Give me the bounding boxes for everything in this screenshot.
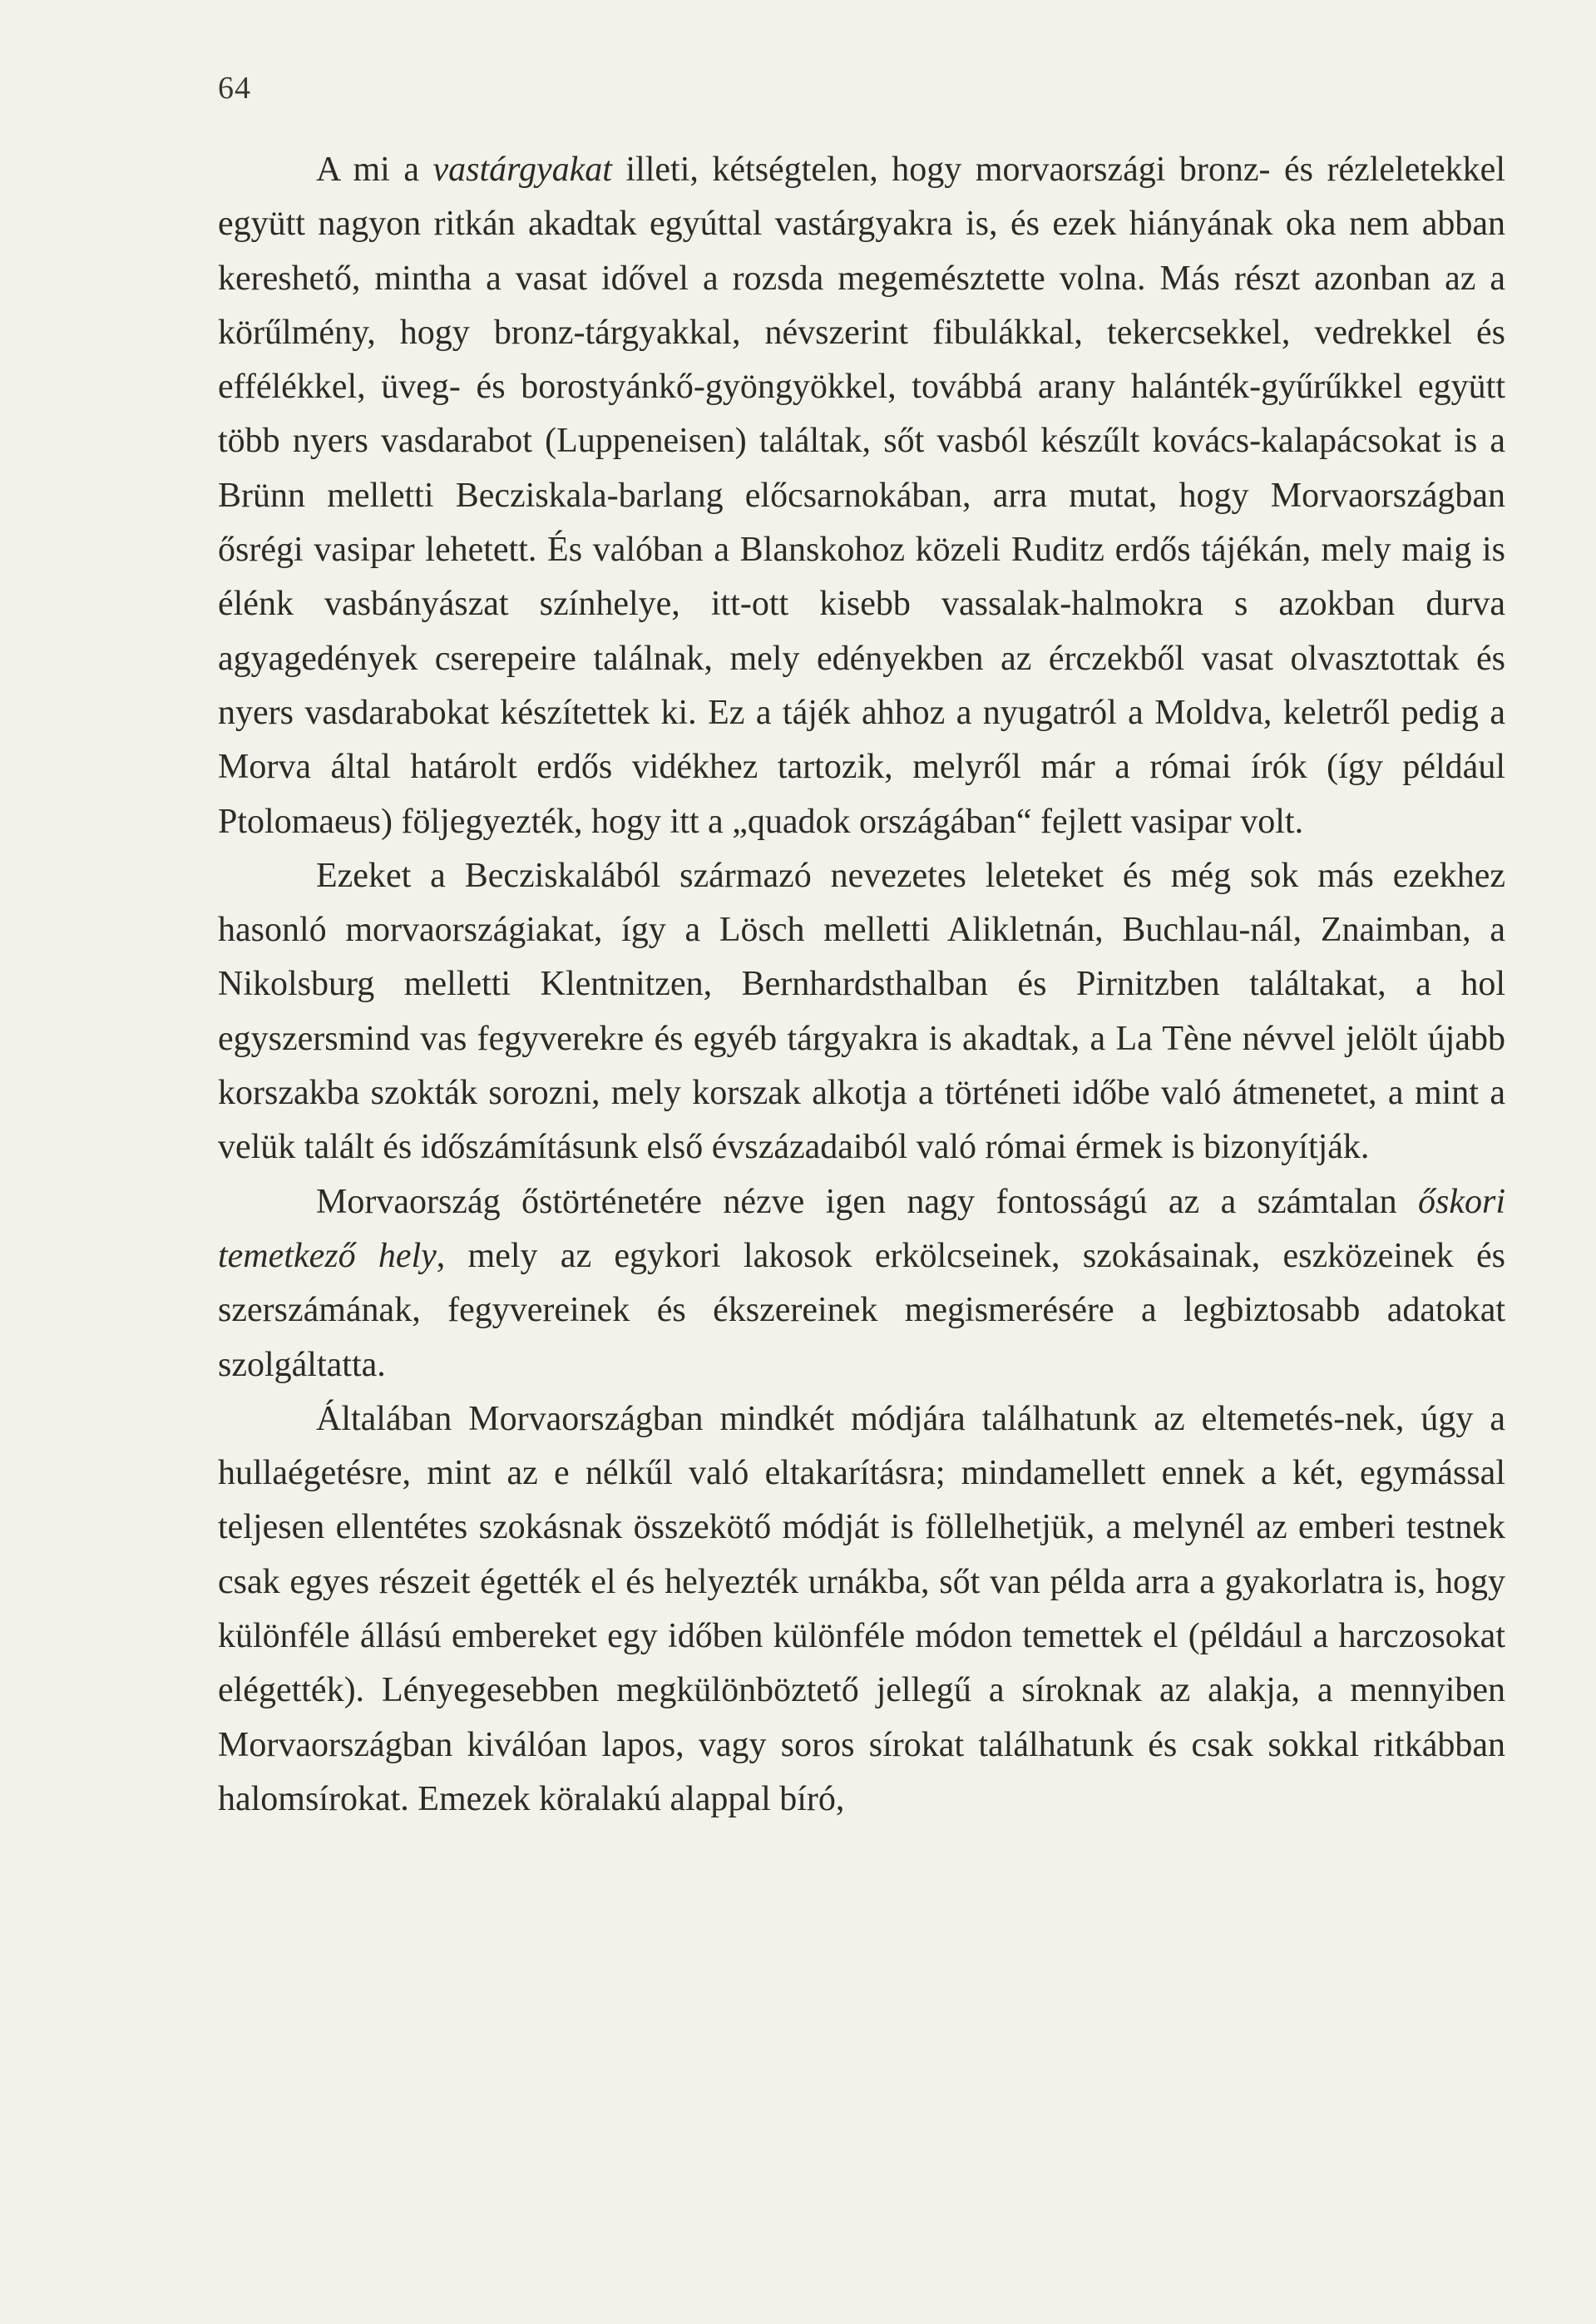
body-text — [218, 143, 1505, 1827]
paragraph-text: , mely az egykori lakosok erkölcseinek, szokásainak, eszközeinek és szerszámának, fegyvereinek és ékszereinek megismerésére a legbiztosabb adatokat szolgáltatta. — [218, 1236, 1505, 1384]
paragraph-text: Ezeket a Becziskalából származó nevezetes leleteket és még sok más ezekhez hasonló morvaországiakat, így a Lösch melletti Alikletnán, Buchlau-nál, Znaimban, a Nikolsburg melletti Klentnitzen, Bernhardsthalban és Pirnitzben találtakat, a hol egyszersmind vas fegyverekre és egyéb tárgyakra is akadtak, a La Tène névvel jelölt újabb korszakba szokták sorozni, mely korszak alkotja a történeti időbe való átmenetet, a mint a velük talált és időszámításunk első évszázadaiból való római érmek is bizonyítják. — [218, 856, 1505, 1167]
paragraph-burial-sites — [218, 1175, 1505, 1392]
page-number: 64 — [218, 71, 251, 106]
paragraph-burial-customs — [218, 1392, 1505, 1827]
paragraph-text: Általában Morvaországban mindkét módjára találhatunk az eltemetés-nek, úgy a hullaégetésre, mint az e nélkűl való eltakarításra; mindamellett ennek a két, egymással teljesen ellentétes szokásnak összekötő módját is föllelhetjük, a melynél az emberi testnek csak egyes részeit égették el és helyezték urnákba, sőt van példa arra a gyakorlatra is, hogy különféle állású embereket egy időben különféle módon temettek el (például a harczosokat elégették). Lényegesebben megkülönböztető jellegű a síroknak az alakja, a mennyiben Morvaországban kiválóan lapos, vagy soros sírokat találhatunk és csak sokkal ritkábban halomsírokat. Emezek köralakú alappal bíró, — [218, 1399, 1505, 1818]
paragraph-text: Morvaország őstörténetére nézve igen nagy fontosságú az a számtalan — [316, 1182, 1418, 1221]
paragraph-text: illeti, kétségtelen, hogy morvaországi bronz- és rézleletekkel együtt nagyon ritkán akadtak egyúttal vastárgyakra is, és ezek hiányának oka nem abban kereshető, mintha a vasat idővel a rozsda megemésztette volna. Más részt azonban az a körűlmény, hogy bronz-tárgyakkal, névszerint fibulákkal, tekercsekkel, vedrekkel és effélékkel, üveg- és borostyánkő-gyöngyökkel, továbbá arany halánték-gyűrűkkel együtt több nyers vasdarabot (Luppeneisen) találtak, sőt vasból készűlt kovács-kalapácsokat is a Brünn melletti Becziskala-barlang előcsarnokában, arra mutat, hogy Morvaországban ősrégi vasipar lehetett. És valóban a Blanskohoz közeli Ruditz erdős tájékán, mely maig is élénk vasbányászat színhelye, itt-ott kisebb vassalak-halmokra s azokban durva agyagedények cserepeire találnak, mely edényekben az érczekből vasat olvasztottak és nyers vasdarabokat készítettek ki. Ez a tájék ahhoz a nyugatról a Moldva, keletről pedig a Morva által határolt erdős vidékhez tartozik, melyről már a római írók (így például Ptolomaeus) följegyezték, hogy itt a „quadok országában“ fejlett vasipar volt. — [218, 151, 1505, 841]
paragraph-la-tene — [218, 849, 1505, 1175]
emphasis-text: őskori temetkező hely — [218, 1182, 1505, 1275]
emphasis-text: vastárgyakat — [432, 151, 612, 189]
paragraph-iron-objects — [218, 143, 1505, 849]
paragraph-text: A mi a — [316, 151, 433, 189]
